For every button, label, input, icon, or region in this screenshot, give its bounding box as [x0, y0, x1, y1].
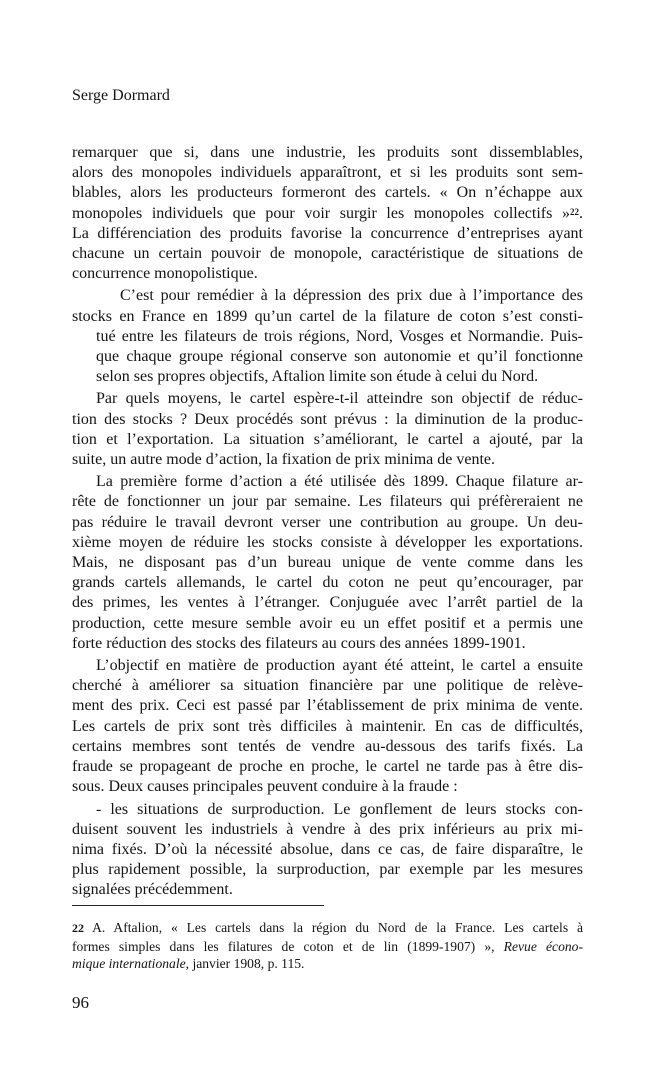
text-line: selon ses propres objectifs, Aftalion limite son étude à celui du Nord.	[96, 368, 539, 386]
text-line: tion des stocks ? Deux procédés sont prévus : la diminution de la produc-	[72, 410, 583, 428]
footnote-number: 22	[72, 921, 84, 935]
paragraph	[72, 389, 583, 470]
footnote-ref-punct: .	[579, 204, 583, 222]
text-line: plus rapidement possible, la surproduction, par exemple par les mesures	[72, 861, 583, 879]
text-line: pas réduire le travail devront verser une contribution au groupe. Un deu-	[72, 513, 583, 531]
text-line: nima fixés. D’où la nécessité absolue, dans ce cas, de faire disparaître, le	[72, 840, 583, 858]
footnote-line: mique internationale, janvier 1908, p. 115.	[72, 956, 305, 971]
text-line: production, cette mesure semble avoir eu un effet positif et a permis une	[72, 614, 583, 632]
footnote-22	[72, 919, 583, 973]
text-line: La première forme d’action a été utilisée dès 1899. Chaque filature ar-	[96, 473, 583, 491]
text-line: concurrence monopolistique.	[72, 265, 258, 283]
text-line: grands cartels allemands, le cartel du coton ne peut qu’encourager, par	[72, 574, 583, 592]
text-line: cherché à améliorer sa situation financière par une politique de relève-	[72, 677, 583, 695]
paragraph	[72, 143, 583, 284]
text-line: L’objectif en matière de production ayant été atteint, le cartel a ensuite	[96, 657, 583, 675]
text-line: Par quels moyens, le cartel espère-t-il atteindre son objectif de réduc-	[96, 390, 583, 408]
text-line: que chaque groupe régional conserve son autonomie et qu’il fonctionne	[96, 348, 583, 366]
text-line: chacune un certain pouvoir de monopole, caractéristique de situations de	[72, 245, 583, 263]
page-number: 96	[72, 993, 89, 1012]
text-line: C’est pour remédier à la dépression des prix due à l’importance des	[120, 287, 583, 305]
journal-title: Revue écono-	[503, 938, 583, 954]
text-line: fraude se propageant de proche en proche, le cartel ne tarde pas à être dis-	[72, 758, 583, 776]
text-line: certains membres sont tentés de vendre au-dessous des tarifs fixés. La	[72, 737, 583, 755]
running-head: Serge Dormard	[72, 87, 170, 104]
paragraph	[72, 800, 583, 901]
text-line: sous. Deux causes principales peuvent conduire à la fraude :	[72, 778, 458, 796]
text-line: - les situations de surproduction. Le gonflement de leurs stocks con-	[96, 800, 583, 818]
text-line: rête de fonctionner un jour par semaine. Les filateurs qui préfèreraient ne	[72, 493, 583, 511]
text-line: duisent souvent les industriels à vendre à des prix inférieurs au prix mi-	[72, 820, 583, 838]
text-line: monopoles individuels que pour voir surgir les monopoles collectifs »	[72, 204, 570, 222]
footnote-ref-22[interactable]: 22	[570, 206, 579, 217]
paragraph	[72, 656, 583, 797]
footnote-line: formes simples dans les filatures de coton et de lin (1899-1907) », Revue écono-	[72, 938, 583, 954]
text-line: blables, alors les producteurs formeront des cartels. « On n’échappe aux	[72, 184, 583, 202]
text-line: ment des prix. Ceci est passé par l’établissement de prix minima de vente.	[72, 697, 583, 715]
paragraph	[72, 286, 583, 387]
footnote-line: 22 A. Aftalion, « Les cartels dans la région du Nord de la France. Les cartels à	[72, 920, 583, 935]
paragraph	[72, 472, 583, 654]
text-line: Mais, ne disposant pas d’un bureau unique de vente comme dans les	[72, 554, 583, 572]
text-line: xième moyen de réduire les stocks consiste à développer les exportations.	[72, 533, 583, 551]
text-line: signalées précédemment.	[72, 881, 233, 899]
text-line: tué entre les filateurs de trois régions, Nord, Vosges et Normandie. Puis-	[96, 327, 583, 345]
text-line: forte réduction des stocks des filateurs au cours des années 1899-1901.	[72, 634, 526, 652]
text-line: remarquer que si, dans une industrie, les produits sont dissemblables,	[72, 144, 583, 161]
text-line: stocks en France en 1899 qu’un cartel de la filature de coton s’est consti-	[72, 307, 583, 325]
text-line: La différenciation des produits favorise la concurrence d’entreprises ayant	[72, 224, 583, 242]
text-line-with-footnote	[72, 204, 583, 224]
text-line: des primes, les ventes à l’étranger. Conjuguée avec l’arrêt partiel de la	[72, 594, 583, 612]
text-line: suite, un autre mode d’action, la fixation de prix minima de vente.	[72, 451, 495, 469]
journal-title: mique internationale	[72, 956, 186, 971]
text-line: tion et l’exportation. La situation s’améliorant, le cartel a ajouté, par la	[72, 430, 583, 448]
text-line: Les cartels de prix sont très difficiles à maintenir. En cas de difficultés,	[72, 717, 583, 735]
footnote-divider	[72, 905, 324, 906]
text-line: alors des monopoles individuels apparaîtront, et si les produits sont sem-	[72, 164, 583, 182]
body-text	[72, 143, 583, 903]
